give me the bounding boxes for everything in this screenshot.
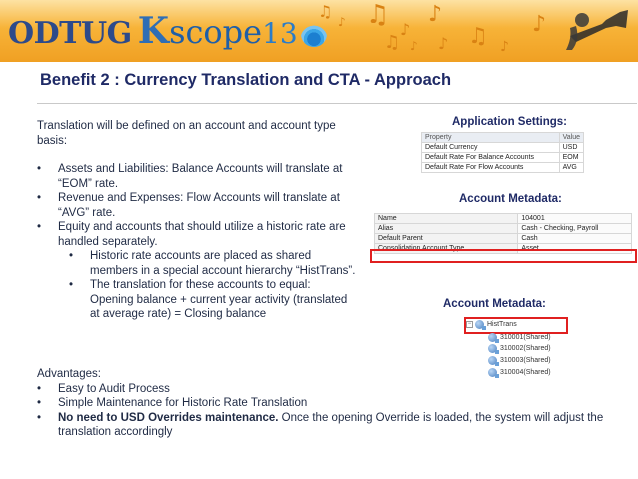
property-value-cell: 104001 — [518, 214, 632, 224]
music-note-icon: ♪ — [428, 2, 443, 27]
property-value-cell: Cash — [518, 234, 632, 244]
music-note-icon: ♫ — [468, 24, 488, 49]
table-row — [422, 153, 584, 163]
account-metadata-table — [374, 213, 632, 254]
bullet-item: • Revenue and Expenses: Flow Accounts will translate at “AVG” rate. — [37, 191, 357, 220]
logo-year-text: 13 — [262, 17, 298, 50]
conference-banner — [0, 0, 638, 62]
bullet-text: Equity and accounts that should utilize a historic rate are handled separately. — [58, 221, 346, 248]
music-note-icon: ♪ — [438, 34, 449, 53]
table-row — [375, 224, 632, 234]
shared-member-icon — [488, 368, 497, 377]
column-header-value: Value — [559, 133, 583, 143]
tree-node-label: 310002(Shared) — [500, 345, 551, 352]
tree-node-histtrans[interactable] — [466, 320, 517, 329]
music-note-icon: ♪ — [338, 15, 346, 29]
table-cell: Default Currency — [422, 143, 560, 153]
application-settings-header: Application Settings: — [452, 116, 567, 128]
rate-bullet-list — [37, 162, 357, 322]
table-row — [375, 234, 632, 244]
shared-member-icon — [488, 356, 497, 365]
table-cell: Default Rate For Flow Accounts — [422, 163, 560, 173]
advantage-bold-text: No need to USD Overrides maintenance. — [58, 411, 279, 424]
bullet-item: • Assets and Liabilities: Balance Accounts will translate at “EOM” rate. — [37, 162, 357, 191]
table-row — [375, 214, 632, 224]
music-note-icon: ♫ — [384, 32, 401, 53]
property-name-cell: Default Parent — [375, 234, 518, 244]
property-name-cell: Consolidation Account Type — [375, 244, 518, 254]
tree-node-label: HistTrans — [487, 321, 517, 328]
collapse-toggle-icon[interactable]: − — [467, 321, 472, 327]
advantage-text: Once the opening Override is loaded, the system will adjust the translation accordingly — [58, 411, 604, 438]
tree-node-label: 310004(Shared) — [500, 369, 551, 376]
tree-node-label: 310003(Shared) — [500, 357, 551, 364]
tree-node[interactable] — [488, 356, 551, 365]
application-settings-table — [421, 132, 584, 173]
kscope-logo — [8, 10, 327, 50]
advantage-item — [37, 411, 637, 440]
music-note-icon: ♪ — [500, 39, 509, 55]
hierarchy-metadata-header: Account Metadata: — [443, 298, 546, 310]
trumpet-icon — [562, 6, 632, 52]
shared-member-icon — [488, 333, 497, 342]
title-divider — [37, 103, 637, 104]
property-name-cell: Alias — [375, 224, 518, 234]
music-note-icon: ♪ — [410, 39, 418, 53]
music-note-icon: ♪ — [400, 20, 411, 39]
advantages-label: Advantages: — [37, 368, 101, 380]
historic-subbullet-list — [69, 249, 357, 322]
consolidation-type-highlight — [370, 249, 637, 263]
logo-kscope-text: Kscope — [137, 10, 263, 52]
shared-member-icon — [488, 344, 497, 353]
logo-burst-icon — [301, 21, 327, 47]
subbullet-item: • Historic rate accounts are placed as shared members in a special account hierarchy “HistTrans”. — [69, 249, 357, 278]
intro-text: Translation will be defined on an account and account type basis: — [37, 120, 336, 147]
tree-node[interactable] — [488, 368, 551, 377]
advantage-item: • Simple Maintenance for Historic Rate Translation — [37, 396, 637, 411]
bullet-item — [37, 220, 357, 322]
slide-title: Benefit 2 : Currency Translation and CTA - Approach — [40, 71, 452, 89]
table-cell: USD — [559, 143, 583, 153]
subbullet-item: • The translation for these accounts to equal: Opening balance + current year activity (translated at average rate) = Closing balance — [69, 278, 357, 322]
advantages-list — [37, 382, 637, 440]
advantage-item: • Easy to Audit Process — [37, 382, 637, 397]
table-cell: Default Rate For Balance Accounts — [422, 153, 560, 163]
tree-node[interactable] — [488, 333, 551, 342]
property-value-cell: Cash - Checking, Payroll — [518, 224, 632, 234]
tree-node-label: 310001(Shared) — [500, 334, 551, 341]
table-row — [422, 143, 584, 153]
advantages-section — [37, 367, 637, 440]
table-row — [422, 163, 584, 173]
column-header-property: Property — [422, 133, 560, 143]
property-value-cell: Asset — [518, 244, 632, 254]
table-cell: EOM — [559, 153, 583, 163]
music-note-icon: ♫ — [318, 2, 333, 21]
account-metadata-header: Account Metadata: — [459, 193, 562, 205]
tree-node[interactable] — [488, 344, 551, 353]
translation-description — [37, 119, 357, 322]
music-note-icon: ♪ — [532, 12, 547, 37]
music-note-icon: ♫ — [366, 0, 390, 30]
property-name-cell: Name — [375, 214, 518, 224]
member-icon — [475, 320, 484, 329]
table-header-row — [422, 133, 584, 143]
logo-odtug-text: ODTUG — [8, 16, 132, 51]
table-cell: AVG — [559, 163, 583, 173]
